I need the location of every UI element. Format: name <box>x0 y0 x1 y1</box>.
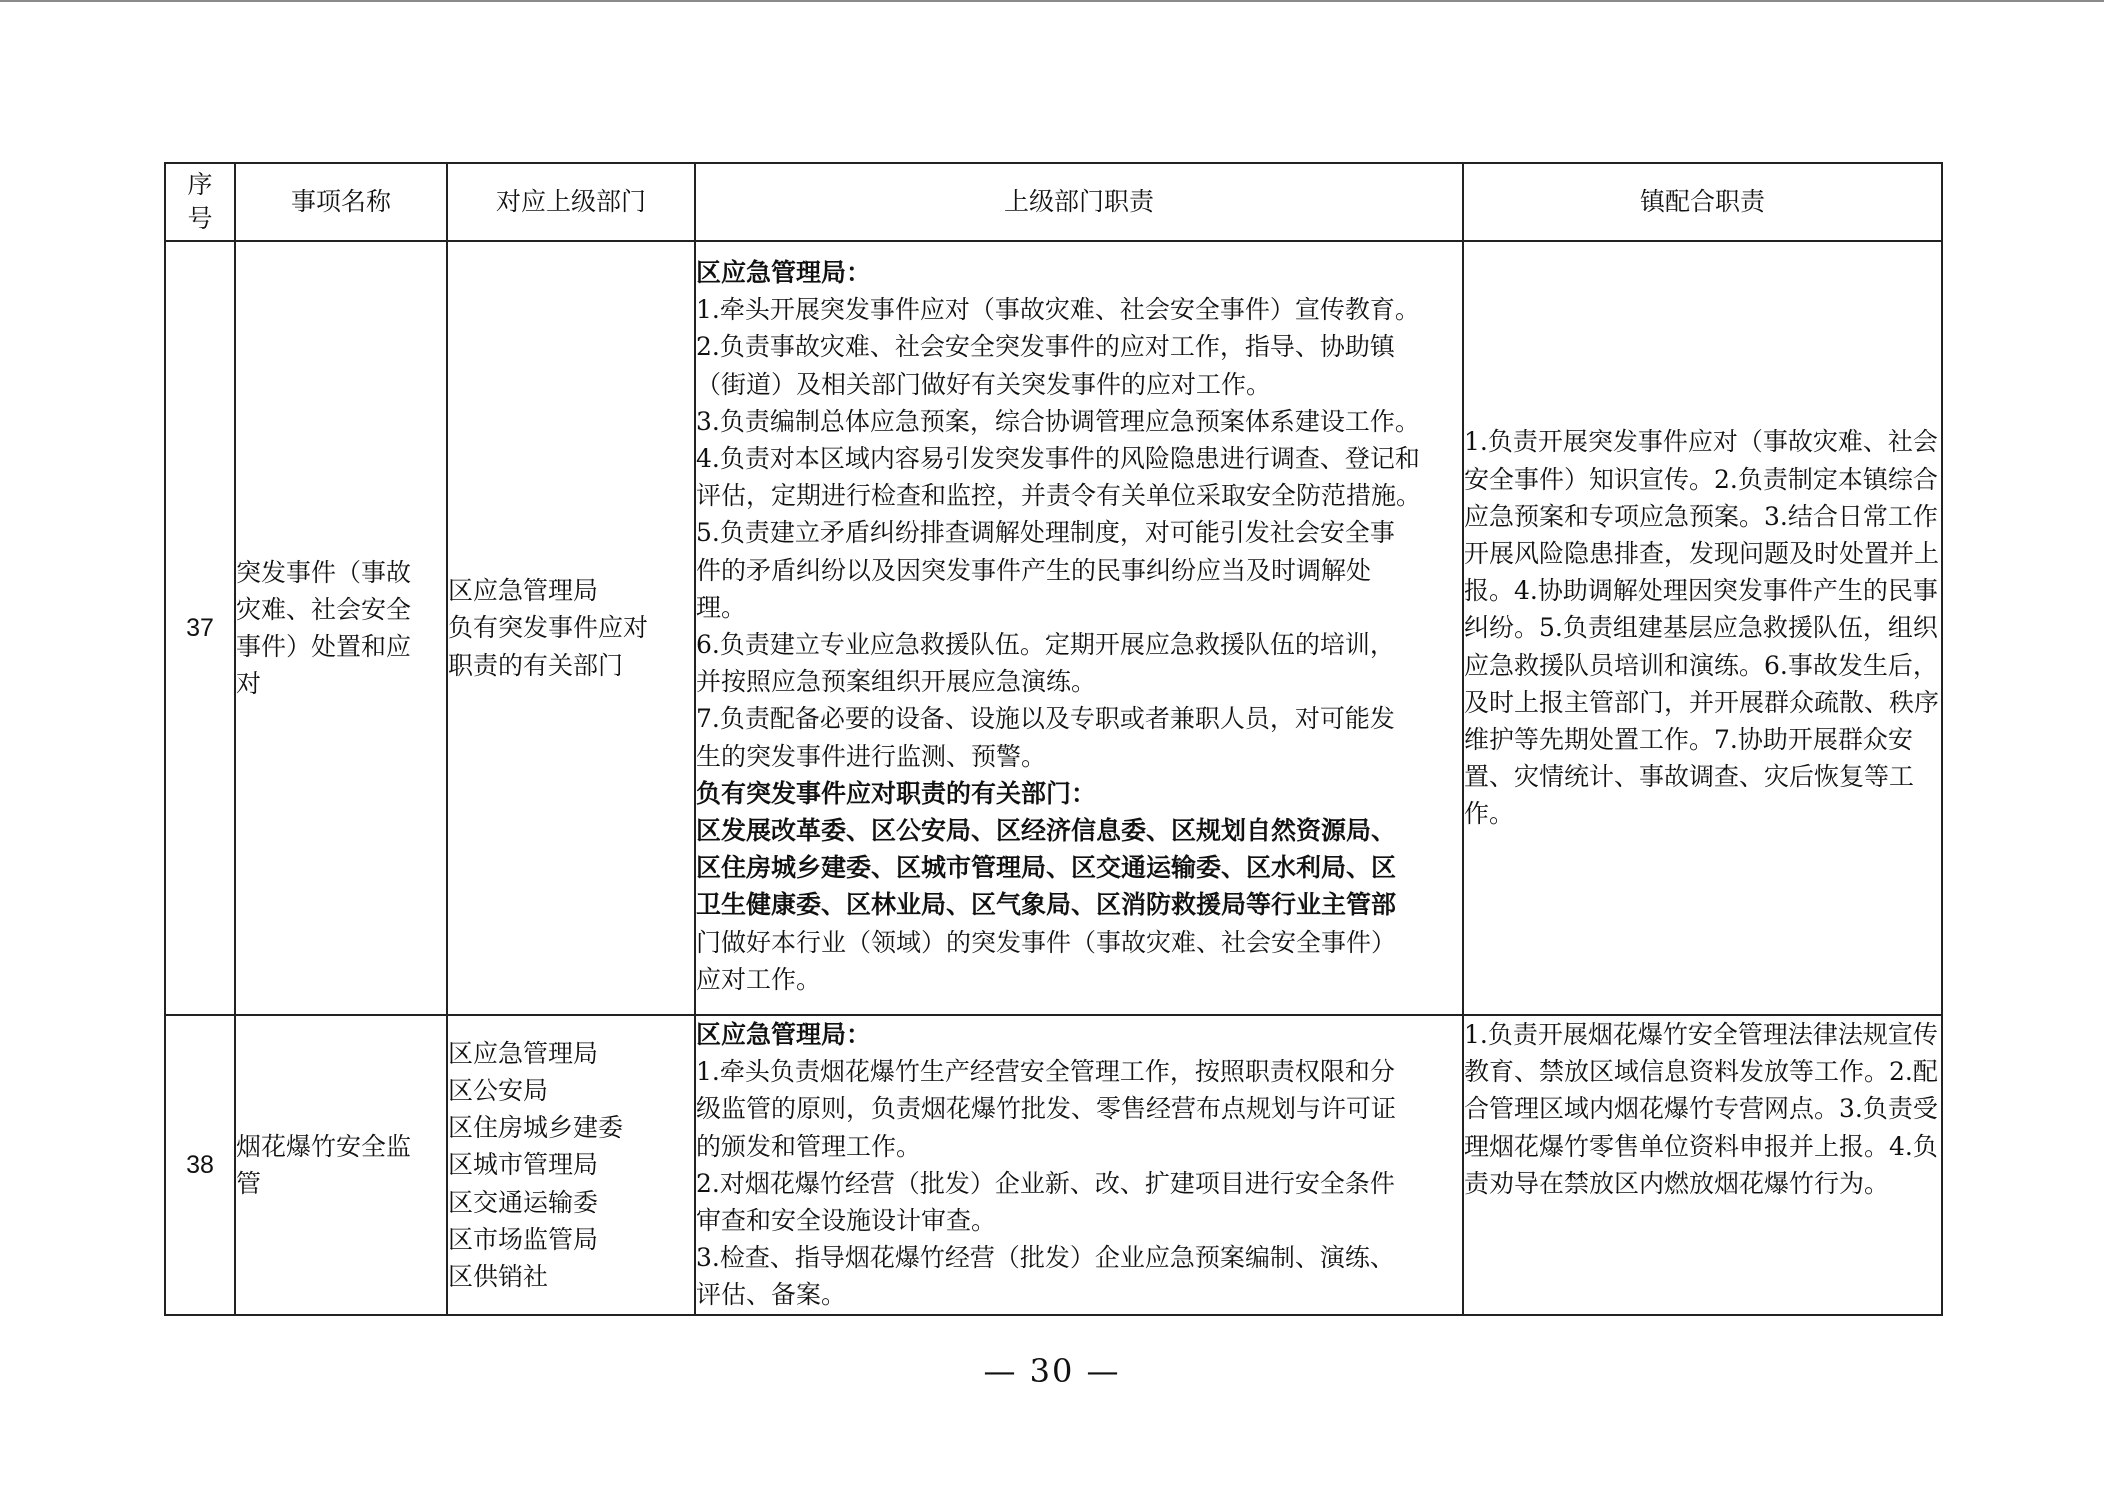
duty-line: 1.牵头开展突发事件应对（事故灾难、社会安全事件）宣传教育。 <box>696 295 1420 325</box>
header-upper-duty: 上级部门职责 <box>695 163 1463 241</box>
duty-line: 2.负责事故灾难、社会安全突发事件的应对工作，指导、协助镇 <box>696 332 1395 362</box>
duty-heading-line: 区应急管理局： <box>696 258 872 287</box>
row-item-name <box>235 1015 447 1315</box>
row-department <box>447 241 695 1015</box>
duty-line: 3.负责编制总体应急预案，综合协调管理应急预案体系建设工作。 <box>696 406 1420 436</box>
duty-heading-line: 负有突发事件应对职责的有关部门： <box>696 778 1097 808</box>
duty-line: 5.负责建立矛盾纠纷排查调解处理制度，对可能引发社会安全事 <box>696 518 1395 548</box>
table-row <box>165 241 1942 1015</box>
duty-heading-line: 区住房城乡建委、区城市管理局、区交通运输委、区水利局、区 <box>696 853 1397 883</box>
header-seq-char2: 号 <box>187 204 213 233</box>
duty-line: 2.对烟花爆竹经营（批发）企业新、改、扩建项目进行安全条件 <box>696 1168 1395 1198</box>
cell-line: 5.负责组建基层应急救援队伍，组织应 <box>1464 613 1938 680</box>
duty-line: 级监管的原则，负责烟花爆竹批发、零售经营布点规划与许可证 <box>696 1094 1397 1124</box>
cell-line: 急预案。 <box>1664 501 1765 531</box>
row-upper-duty <box>695 241 1463 1015</box>
row-seq: 38 <box>165 1015 235 1315</box>
top-border-rule <box>0 0 2104 2</box>
cell-line: 区应急管理局 <box>448 576 599 606</box>
cell-line: 4.负责劝导在禁放区内燃放烟花爆竹行 <box>1464 1131 1938 1198</box>
duty-line: 7.负责配备必要的设备、设施以及专职或者兼职人员，对可能发 <box>696 704 1395 734</box>
page-number: — 30 — <box>983 1352 1121 1390</box>
row-upper-duty <box>695 1015 1463 1315</box>
cell-line: 区公安局 <box>448 1075 549 1105</box>
cell-line: 事件）处置和应 <box>236 632 412 661</box>
duty-line: 的颁发和管理工作。 <box>696 1131 922 1161</box>
cell-line: 急救援队员培训和演练。 <box>1489 650 1765 680</box>
cell-line: 3.负责受理烟花爆竹零售单位资料申报 <box>1464 1094 1938 1161</box>
cell-line: 灾难、社会安全 <box>236 594 412 624</box>
duty-line: 理。 <box>696 592 747 622</box>
cell-line: 7.协助开展群众安置、灾情统计、事故 <box>1464 725 1913 792</box>
cell-line: 对 <box>236 669 262 699</box>
cell-line: 宣传教育、禁放区域信息资料发放等工 <box>1464 1020 1938 1087</box>
duty-line: 应对工作。 <box>696 964 822 994</box>
row-department <box>447 1015 695 1315</box>
cell-line: 管 <box>236 1169 262 1198</box>
header-item-name: 事项名称 <box>235 163 447 241</box>
cell-line: 1.负责开展烟花爆竹安全管理法律法规 <box>1464 1020 1888 1049</box>
cell-line: 为。 <box>1839 1168 1890 1198</box>
duty-heading-line: 区应急管理局： <box>696 1020 872 1049</box>
duty-line: 门做好本行业（领域）的突发事件（事故灾难、社会安全事件） <box>696 927 1397 957</box>
cell-line: 并上报。 <box>1789 1131 1890 1161</box>
cell-line: 区交通运输委 <box>448 1187 599 1217</box>
table-header-row <box>165 163 1942 241</box>
header-seq <box>165 163 235 241</box>
duty-heading-line: 区发展改革委、区公安局、区经济信息委、区规划自然资源局、 <box>696 816 1397 846</box>
cell-line: 作。 <box>1839 1057 1890 1087</box>
cell-line: 负有突发事件应对 <box>448 613 649 643</box>
cell-line: 6.事故发生后，及时上报主管部门，并 <box>1464 650 1938 717</box>
row-seq: 37 <box>165 241 235 1015</box>
cell-line: 纠纷。 <box>1464 613 1540 643</box>
cell-line: 1.负责开展突发事件应对（事故灾难、 <box>1464 427 1888 457</box>
cell-line: 作。 <box>1664 725 1715 754</box>
row-item-name <box>235 241 447 1015</box>
duty-line: 审查和安全设施设计审查。 <box>696 1206 997 1236</box>
duty-line: 评估、备案。 <box>696 1280 847 1310</box>
cell-line: 2.配合管理区域内烟花爆竹专营网点。 <box>1464 1057 1938 1124</box>
duty-line: 6.负责建立专业应急救援队伍。定期开展应急救援队伍的培训， <box>696 630 1395 660</box>
cell-line: 职责的有关部门 <box>448 650 624 680</box>
row-town-duty <box>1463 1015 1942 1315</box>
cell-line: 区住房城乡建委 <box>448 1113 624 1143</box>
duty-line: 1.牵头负责烟花爆竹生产经营安全管理工作，按照职责权限和分 <box>696 1057 1395 1087</box>
cell-line: 开展群众疏散、秩序维护等先期处置工 <box>1464 687 1940 754</box>
cell-line: 调查、灾后恢复等工作。 <box>1464 762 1915 829</box>
cell-line: 社会安全事件）知识宣传。 <box>1464 427 1938 494</box>
cell-line: 区城市管理局 <box>448 1150 599 1180</box>
duty-line: 3.检查、指导烟花爆竹经营（批发）企业应急预案编制、演练、 <box>696 1243 1395 1273</box>
duty-line: 件的矛盾纠纷以及因突发事件产生的民事纠纷应当及时调解处 <box>696 555 1372 585</box>
duty-table <box>164 162 1943 1316</box>
duty-heading-line: 卫生健康委、区林业局、区气象局、区消防救援局等行业主管部 <box>696 890 1397 920</box>
cell-line: 区供销社 <box>448 1262 549 1291</box>
cell-line: 2.负责制定本镇综合应急预案和专项应 <box>1464 464 1938 531</box>
duty-line: 评估，定期进行检查和监控，并责令有关单位采取安全防范措施。 <box>696 481 1422 511</box>
cell-line: 区应急管理局 <box>448 1038 599 1068</box>
cell-line: 区市场监管局 <box>448 1224 599 1254</box>
duty-line: 生的突发事件进行监测、预警。 <box>696 741 1047 771</box>
table-row <box>165 1015 1942 1315</box>
header-town-duty: 镇配合职责 <box>1463 163 1942 241</box>
header-department: 对应上级部门 <box>447 163 695 241</box>
cell-line: 现问题及时处置并上报。 <box>1464 538 1940 606</box>
duty-line: 4.负责对本区域内容易引发突发事件的风险隐患进行调查、登记和 <box>696 444 1420 474</box>
row-town-duty <box>1463 241 1942 1015</box>
cell-line: 3.结合日常工作开展风险隐患排查，发 <box>1464 501 1938 568</box>
header-seq-char1: 序 <box>187 170 213 199</box>
cell-line: 烟花爆竹安全监 <box>236 1131 412 1161</box>
cell-line: 突发事件（事故 <box>236 557 412 587</box>
duty-line: 并按照应急预案组织开展应急演练。 <box>696 667 1097 697</box>
cell-line: 4.协助调解处理因突发事件产生的民事 <box>1514 576 1938 606</box>
duty-line: （街道）及相关部门做好有关突发事件的应对工作。 <box>696 369 1272 399</box>
